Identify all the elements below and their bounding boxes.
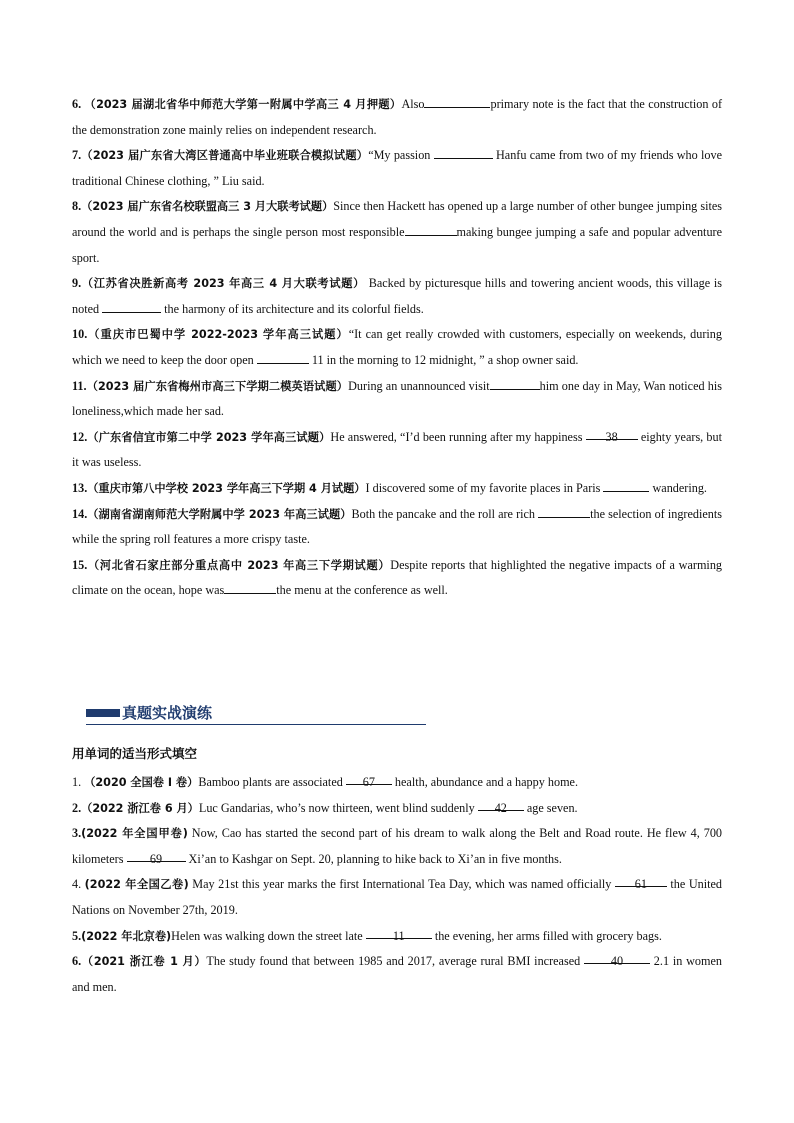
question-number: 5.	[72, 928, 82, 943]
question-number: 1.	[72, 775, 82, 789]
exam-question-1	[72, 770, 722, 796]
question-text: Now, Cao has started the second part of his dream to walk along the Belt and Road route. He flew 4, 700 kilometers	[72, 826, 723, 866]
section-header	[86, 700, 426, 725]
question-number: 14.	[72, 506, 88, 521]
question-text: making bungee jumping a safe and popular adventure sport.	[72, 224, 723, 265]
question-text: age seven.	[523, 800, 578, 815]
exam-question-5	[72, 924, 722, 950]
question-text: Backed by picturesque hills and towering ancient woods, this village is noted	[72, 276, 722, 316]
answer-blank[interactable]	[102, 298, 161, 313]
answer-blank[interactable]	[434, 144, 493, 159]
question-text: Since then Hackett has opened up a large number of other bungee jumping sites around the world and is perhaps the single person most responsible	[72, 199, 722, 239]
answer-blank[interactable]	[424, 93, 490, 108]
answer-blank[interactable]: 40	[584, 949, 650, 964]
question-text: Xi’an to Kashgar on Sept. 20, planning to hike back to Xi’an in five months.	[185, 851, 562, 866]
section-title: 真题实战演练	[122, 704, 213, 722]
question-number: 15.	[72, 557, 88, 572]
question-text: The study found that between 1985 and 2017, average rural BMI increased	[206, 954, 584, 969]
exam-question-6	[72, 949, 722, 1000]
exam-list	[72, 770, 722, 1000]
question-source: (2022 年北京卷)	[81, 929, 172, 943]
question-number: 12.	[72, 429, 88, 444]
answer-blank[interactable]: 42	[478, 796, 524, 811]
question-source: (2022 年全国甲卷)	[81, 827, 188, 841]
answer-blank[interactable]: 38	[586, 425, 638, 440]
question-text: During an unannounced visit	[348, 378, 490, 393]
question-source: (2022 年全国乙卷)	[84, 878, 189, 892]
question-number: 7.	[72, 148, 82, 163]
question-number: 10.	[72, 327, 88, 342]
question-text: wandering.	[649, 480, 707, 495]
answer-blank[interactable]: 11	[366, 924, 432, 939]
answer-blank[interactable]	[224, 579, 276, 594]
question-9	[72, 271, 722, 322]
question-text: “It can get really crowded with customers, especially on weekends, during which we need to keep the door open	[72, 327, 722, 367]
question-text: Luc Gandarias, who’s now thirteen, went blind suddenly	[198, 800, 478, 815]
exam-question-4	[72, 872, 722, 923]
question-number: 2.	[72, 800, 82, 815]
question-source: （广东省信宜市第二中学 2023 学年高三试题）	[87, 430, 331, 444]
question-text: 2.1 in women and men.	[72, 954, 722, 994]
question-source: （河北省石家庄部分重点高中 2023 年高三下学期试题）	[87, 558, 391, 572]
question-source: （重庆市巴蜀中学 2022-2023 学年高三试题）	[87, 328, 349, 342]
question-source: （2021 浙江卷 1 月）	[81, 955, 207, 969]
section-instruction: 用单词的适当形式填空	[72, 746, 198, 761]
question-14	[72, 502, 722, 553]
question-text: him one day in May, Wan noticed his loneliness,which made her sad.	[72, 378, 722, 419]
answer-blank[interactable]	[603, 477, 649, 492]
question-text: Helen was walking down the street late	[171, 928, 366, 943]
question-11	[72, 374, 722, 425]
question-number: 3.	[72, 826, 82, 841]
question-7	[72, 143, 722, 194]
question-source: （2023 届广东省名校联盟高三 3 月大联考试题）	[81, 200, 334, 214]
question-text: I discovered some of my favorite places in Paris	[365, 480, 604, 495]
question-source: （2022 浙江卷 6 月）	[81, 801, 199, 815]
question-number: 11.	[72, 378, 87, 393]
question-number: 9.	[72, 276, 82, 291]
question-text: Despite reports that highlighted the negative impacts of a warming climate on the ocean, hope was	[72, 557, 723, 598]
answer-blank[interactable]: 61	[615, 872, 667, 887]
question-text: Bamboo plants are associated	[198, 775, 346, 789]
section-bar-icon	[86, 709, 120, 717]
answer-blank[interactable]: 69	[127, 847, 186, 862]
question-number: 4.	[72, 877, 82, 892]
question-text: the evening, her arms filled with grocery bags.	[431, 928, 662, 943]
question-number: 6.	[72, 97, 82, 111]
question-number: 8.	[72, 199, 82, 214]
question-source: （重庆市第八中学校 2023 学年高三下学期 4 月试题）	[87, 481, 366, 495]
question-number: 6.	[72, 954, 82, 969]
question-text: the menu at the conference as well.	[276, 583, 448, 598]
question-source: （湖南省湖南师范大学附属中学 2023 年高三试题）	[87, 507, 352, 521]
question-text: He answered, “I’d been running after my happiness	[330, 429, 586, 444]
question-source: （2020 全国卷 I 卷）	[84, 776, 199, 789]
question-10	[72, 322, 722, 373]
question-text: the selection of ingredients while the spring roll features a more crispy taste.	[72, 506, 722, 547]
answer-blank[interactable]	[490, 375, 540, 390]
question-source: （2023 届湖北省华中师范大学第一附属中学高三 4 月押题）	[84, 98, 402, 111]
question-text: health, abundance and a happy home.	[391, 775, 579, 789]
question-number: 13.	[72, 480, 88, 495]
question-13	[72, 476, 722, 502]
answer-blank[interactable]	[538, 503, 590, 518]
question-text: “My passion	[368, 148, 434, 163]
question-6	[72, 92, 722, 143]
question-15	[72, 553, 722, 604]
question-source: （江苏省决胜新高考 2023 年高三 4 月大联考试题）	[81, 277, 365, 291]
question-source: （2023 届广东省梅州市高三下学期二模英语试题）	[86, 379, 349, 393]
question-text: the harmony of its architecture and its colorful fields.	[161, 301, 424, 316]
question-text: Also	[401, 97, 425, 111]
exam-question-2	[72, 796, 722, 822]
question-text: primary note is the fact that the construction of the demonstration zone mainly relies on independent research.	[72, 97, 723, 137]
question-text: the United Nations on November 27th, 2019.	[72, 877, 723, 917]
practice-list	[72, 92, 722, 604]
answer-blank[interactable]: 67	[346, 770, 392, 785]
question-text: Hanfu came from two of my friends who love traditional Chinese clothing, ” Liu said.	[72, 148, 722, 188]
answer-blank[interactable]	[405, 221, 457, 236]
exam-question-3	[72, 821, 722, 872]
question-8	[72, 194, 722, 271]
question-text: May 21st this year marks the first International Tea Day, which was named officially	[188, 877, 615, 892]
question-text: Both the pancake and the roll are rich	[351, 506, 539, 521]
question-source: （2023 届广东省大湾区普通高中毕业班联合模拟试题）	[81, 149, 369, 163]
question-12	[72, 425, 722, 476]
question-text: 11 in the morning to 12 midnight, ” a shop owner said.	[308, 352, 579, 367]
question-text: eighty years, but it was useless.	[72, 429, 722, 470]
answer-blank[interactable]	[257, 349, 309, 364]
